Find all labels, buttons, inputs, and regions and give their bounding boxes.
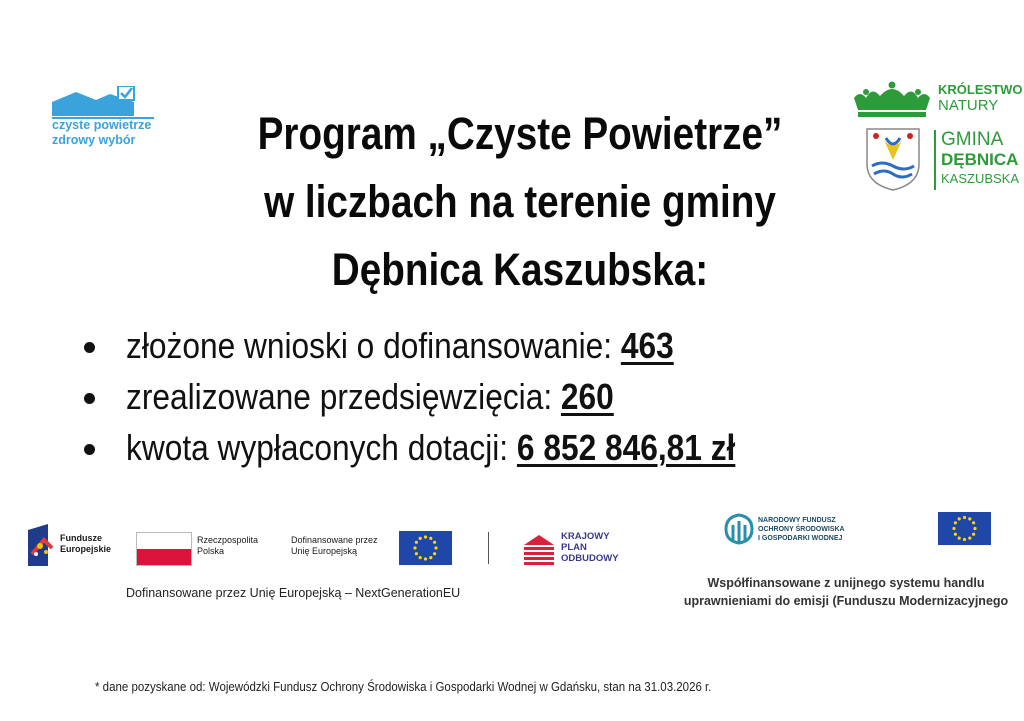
ue-line-1: Dofinansowane przez <box>291 535 378 545</box>
bullet-label: kwota wypłaconych dotacji: <box>126 427 517 468</box>
kpo-line-3: ODBUDOWY <box>561 553 619 564</box>
modern-line-2: uprawnieniami do emisji (Funduszu Modernizacyjnego <box>683 594 1009 608</box>
modern-line-1: Współfinansowane z unijnego systemu handlu <box>707 576 985 590</box>
logo-kaszubska: KASZUBSKA <box>941 171 1020 186</box>
divider <box>488 532 489 564</box>
dofinansowane-ue-label <box>291 535 378 557</box>
footnote: * dane pozyskane od: Wojewódzki Fundusz Ochrony Środowiska i Gospodarki Wodnej w Gdańsku, stan na 31.03.2026 r. <box>95 680 712 694</box>
modernization-fund-caption <box>668 574 1024 610</box>
ue-line-2: Unię Europejską <box>291 546 358 556</box>
eu-flag-icon <box>399 531 452 565</box>
fundusze-europejskie-icon <box>26 524 56 566</box>
coat-of-arms-icon <box>864 126 922 192</box>
bullet-dot <box>84 393 95 404</box>
fundusze-europejskie-label <box>60 533 111 555</box>
kpo-line-1: KRAJOWY <box>561 531 610 542</box>
title-line-1: Program „Czyste Powietrze” <box>257 108 783 159</box>
rp-line-1: Rzeczpospolita <box>197 535 259 545</box>
logo-debnica: DĘBNICA <box>941 150 1019 169</box>
logo-krolestwo: KRÓLESTWO <box>938 82 1023 97</box>
kpo-label <box>561 531 619 564</box>
polish-flag-icon <box>136 532 192 566</box>
logo-divider <box>934 130 936 190</box>
statistics-list <box>78 322 978 475</box>
nfos-line-2: OCHRONY ŚRODOWISKA <box>758 526 845 533</box>
bullet-dot <box>84 444 95 455</box>
crown-icon <box>850 80 934 120</box>
nfos-line-1: NARODOWY FUNDUSZ <box>758 517 836 524</box>
rzeczpospolita-label <box>197 535 258 557</box>
page-title <box>202 100 838 304</box>
fe-line-1: Fundusze <box>60 533 102 543</box>
bullet-value: 260 <box>560 376 614 417</box>
bullet-dot <box>84 342 95 353</box>
gmina-debnica-logo <box>850 80 1023 195</box>
kpo-line-2: PLAN <box>561 542 587 553</box>
rp-line-2: Polska <box>197 546 225 556</box>
list-item <box>78 322 978 373</box>
bullet-label: złożone wnioski o dofinansowanie: <box>126 325 621 366</box>
logo-line-2: zdrowy wybór <box>52 133 136 147</box>
nextgeneration-caption: Dofinansowane przez Unię Europejską – NextGenerationEU <box>126 586 461 600</box>
bullet-value: 463 <box>620 325 674 366</box>
list-item <box>78 424 978 475</box>
logo-natury: NATURY <box>938 97 999 114</box>
nfosigw-icon <box>724 513 754 545</box>
nfosigw-label <box>758 516 845 543</box>
logo-line-1: czyste powietrze <box>52 118 152 132</box>
fe-line-2: Europejskie <box>60 544 112 554</box>
czyste-powietrze-logo <box>50 86 158 158</box>
nfos-line-3: I GOSPODARKI WODNEJ <box>758 535 843 542</box>
kpo-icon <box>522 533 556 565</box>
title-line-3: Dębnica Kaszubska: <box>331 244 709 295</box>
bullet-value: 6 852 846,81 zł <box>516 427 736 468</box>
bullet-label: zrealizowane przedsięwzięcia: <box>126 376 561 417</box>
logo-gmina: GMINA <box>941 129 1004 150</box>
list-item <box>78 373 978 424</box>
title-line-2: w liczbach na terenie gminy <box>264 176 776 227</box>
house-check-icon <box>50 86 158 120</box>
eu-flag-icon <box>938 512 991 545</box>
